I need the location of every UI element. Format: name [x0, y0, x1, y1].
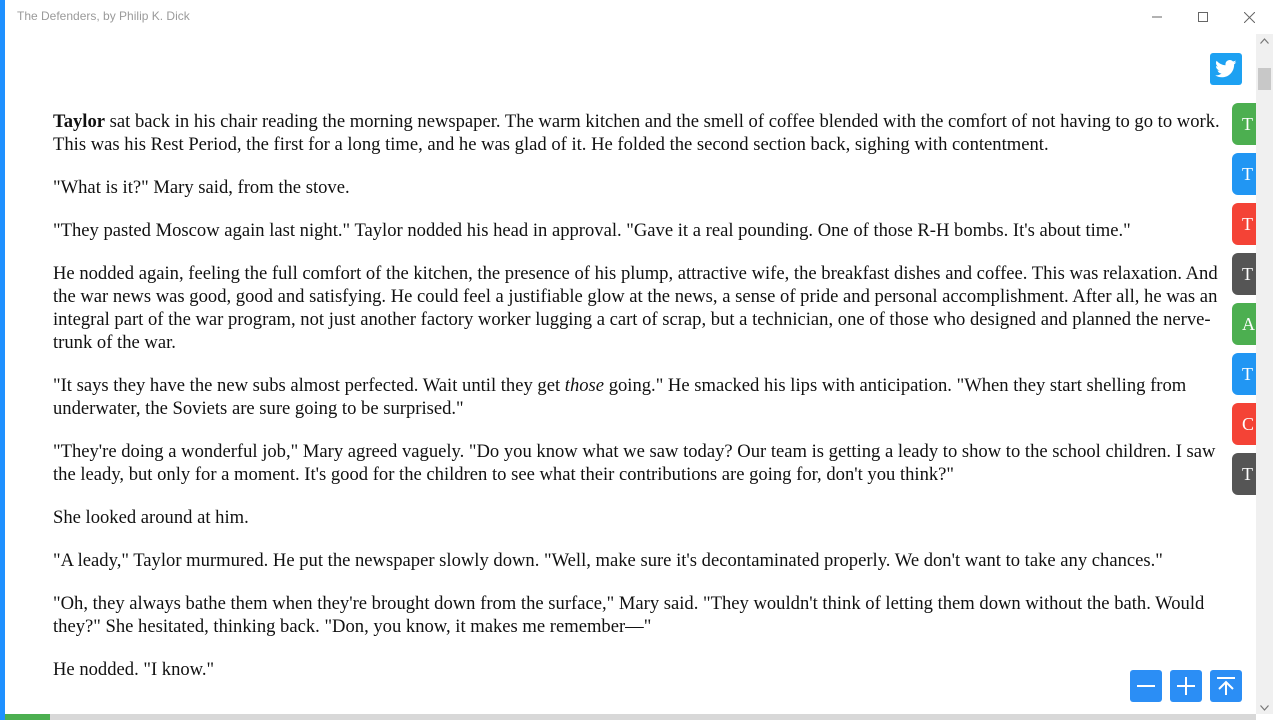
paragraph: "Oh, they always bathe them when they're brought down from the surface," Mary said. "They wouldn't think of letting them down without the bath. Would they?" She hesitated, thinking back. "Don, you know, it makes me remember—": [53, 593, 1205, 637]
side-tab-5[interactable]: A: [1232, 303, 1256, 345]
paragraph: She looked around at him.: [53, 507, 249, 528]
maximize-icon: [1198, 12, 1208, 22]
arrow-to-top-icon: [1216, 676, 1236, 696]
vertical-scrollbar[interactable]: [1256, 34, 1273, 714]
paragraph: Taylor sat back in his chair reading the morning newspaper. The warm kitchen and the smell of coffee blended with the comfort of not having to go to work. This was his Rest Period, the first for a long time, and he was glad of it. He folded the second section back, sighing with contentment.: [53, 111, 1220, 155]
scrollbar-thumb[interactable]: [1258, 68, 1271, 90]
zoom-in-button[interactable]: [1170, 670, 1202, 702]
twitter-share-button[interactable]: [1210, 53, 1242, 85]
zoom-out-button[interactable]: [1130, 670, 1162, 702]
reading-progress-fill: [5, 714, 50, 720]
paragraph: "A leady," Taylor murmured. He put the newspaper slowly down. "Well, make sure it's decontaminated properly. We don't want to take any chances.": [53, 550, 1163, 571]
book-text: [53, 110, 1225, 701]
twitter-icon: [1215, 60, 1237, 78]
side-tab-2[interactable]: T: [1232, 153, 1256, 195]
paragraph-lead: Taylor: [53, 111, 106, 132]
minimize-button[interactable]: [1134, 0, 1180, 34]
side-tab-4[interactable]: T: [1232, 253, 1256, 295]
window-border: [0, 0, 5, 720]
paragraph: "It says they have the new subs almost perfected. Wait until they get those going." He smacked his lips with anticipation. "When they start shelling from underwater, the Soviets are sure going to be surprised.": [53, 375, 1187, 419]
scroll-up-icon[interactable]: [1260, 38, 1269, 44]
side-tab-8[interactable]: T: [1232, 453, 1256, 495]
plus-icon: [1176, 676, 1196, 696]
minimize-icon: [1152, 12, 1162, 22]
emphasis: those: [564, 375, 605, 396]
title-bar: [5, 0, 1280, 34]
paragraph: He nodded. "I know.": [53, 659, 215, 680]
side-tab-1[interactable]: T: [1232, 103, 1256, 145]
maximize-button[interactable]: [1180, 0, 1226, 34]
paragraph: "What is it?" Mary said, from the stove.: [53, 177, 350, 198]
paragraph: He nodded again, feeling the full comfort of the kitchen, the presence of his plump, attractive wife, the breakfast dishes and coffee. This was relaxation. And the war news was good, good and satisfying. He could feel a justifiable glow at the news, a sense of pride and personal accomplishment. After all, he was an integral part of the war program, not just another factory worker lugging a cart of scrap, but a technician, one of those who designed and planned the nerve-trunk of the war.: [53, 263, 1218, 353]
paragraph: "They're doing a wonderful job," Mary agreed vaguely. "Do you know what we saw today? Our team is getting a leady to show to the school children. I saw the leady, but only for a moment. It's good for the children to see what their contributions are going for, don't you think?": [53, 441, 1216, 485]
paragraph: "They pasted Moscow again last night." Taylor nodded his head in approval. "Gave it a real pounding. One of those R-H bombs. It's about time.": [53, 220, 1131, 241]
reading-progress-bar: [5, 714, 1256, 720]
side-tab-6[interactable]: T: [1232, 353, 1256, 395]
side-tab-7[interactable]: C: [1232, 403, 1256, 445]
side-tab-3[interactable]: T: [1232, 203, 1256, 245]
scroll-down-icon[interactable]: [1260, 705, 1269, 711]
minus-icon: [1136, 676, 1156, 696]
scroll-to-top-button[interactable]: [1210, 670, 1242, 702]
close-icon: [1244, 12, 1255, 23]
window-title: The Defenders, by Philip K. Dick: [17, 9, 190, 23]
close-button[interactable]: [1226, 0, 1272, 34]
